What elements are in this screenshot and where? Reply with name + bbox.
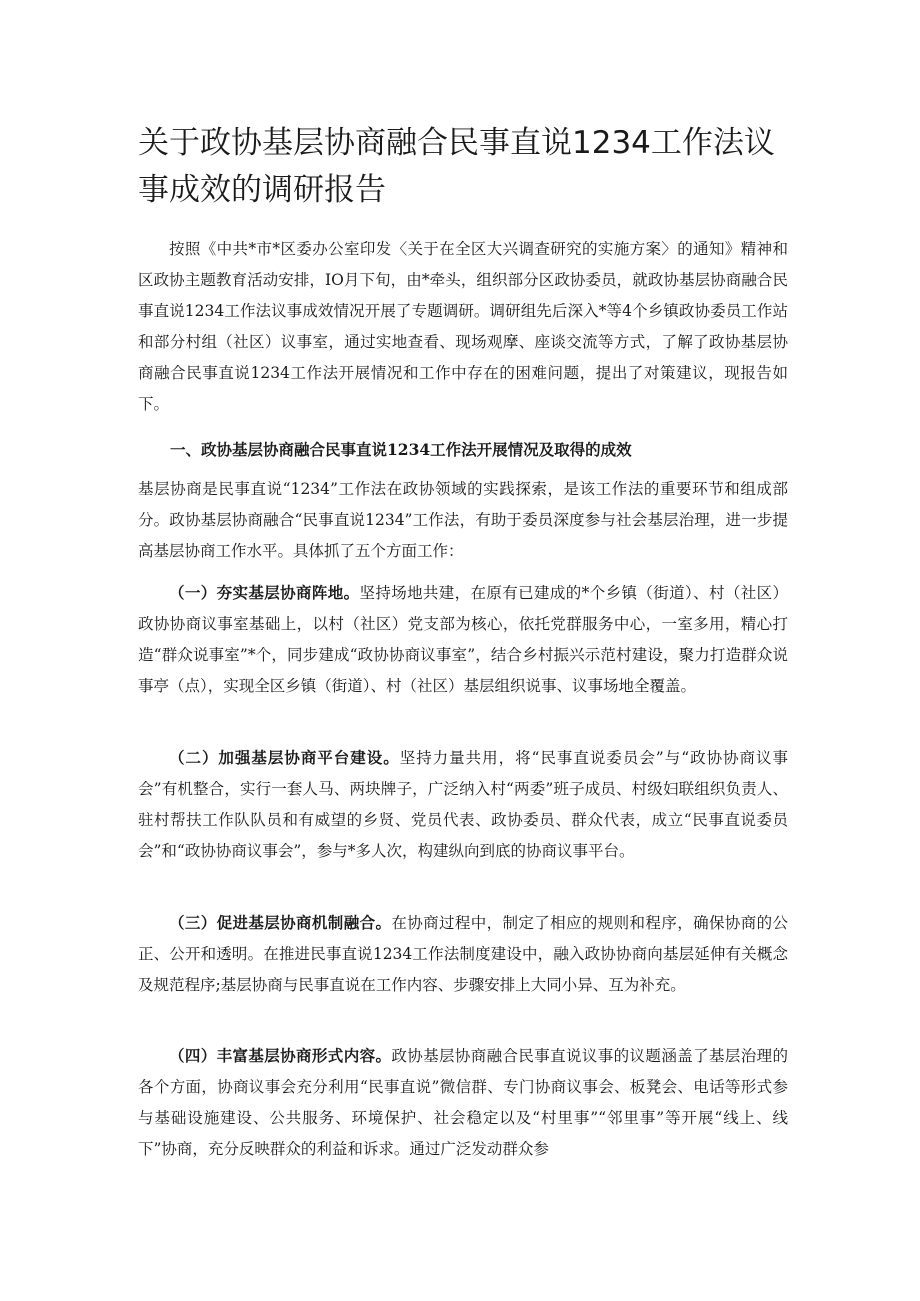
item-lead: （三）促进基层协商机制融合。 (169, 913, 392, 932)
item-lead: （四）丰富基层协商形式内容。 (169, 1046, 392, 1065)
item-body: 政协基层协商融合民事直说议事的议题涵盖了基层治理的各个方面，协商议事会充分利用“民事直说”微信群、专门协商议事会、板凳会、电话等形式参与基础设施建设、公共服务、环境保护、社会稳定以及“村里事”“邻里事”等开展“线上、线下”协商，充分反映群众的利益和诉求。通过广泛发动群众参 (138, 1047, 788, 1158)
intro-paragraph: 按照《中共*市*区委办公室印发〈关于在全区大兴调查研究的实施方案〉的通知》精神和区政协主题教育活动安排，IO月下旬，由*牵头，组织部分区政协委员，就政协基层协商融合民事直说1234工作法议事成效情况开展了专题调研。调研组先后深入*等4个乡镇政协委员工作站和部分村组（社区）议事室，通过实地查看、现场观摩、座谈交流等方式，了解了政协基层协商融合民事直说1234工作法开展情况和工作中存在的困难问题，提出了对策建议，现报告如下。 (138, 240, 788, 413)
item-body: 坚持力量共用，将“民事直说委员会”与“政协协商议事会”有机整合，实行一套人马、两块牌子，广泛纳入村“两委”班子成员、村级妇联组织负责人、驻村帮扶工作队队员和有威望的乡贤、党员代表、政协委员、群众代表，成立“民事直说委员会”和“政协协商议事会”，参与*多人次，构建纵向到底的协商议事平台。 (138, 749, 788, 860)
item-lead: （二）加强基层协商平台建设。 (169, 748, 400, 767)
document-title: 关于政协基层协商融合民事直说1234工作法议事成效的调研报告 (138, 125, 775, 208)
item-paragraph (138, 907, 788, 1001)
item-body: 坚持场地共建，在原有已建成的*个乡镇（街道）、村（社区）政协协商议事室基础上，以村（社区）党支部为核心，依托党群服务中心，一室多用，精心打造“群众说事室”*个，同步建成“政协协商议事室”，结合乡村振兴示范村建设，聚力打造群众说事亭（点），实现全区乡镇（街道）、村（社区）基层组织说事、议事场地全覆盖。 (138, 584, 788, 695)
section-heading: 一、政协基层协商融合民事直说1234工作法开展情况及取得的成效 (170, 440, 632, 459)
item-paragraph (138, 577, 788, 702)
item-paragraph (138, 742, 788, 867)
item-paragraph (138, 1040, 788, 1165)
item-body: 在协商过程中，制定了相应的规则和程序，确保协商的公正、公开和透明。在推进民事直说1234工作法制度建设中，融入政协协商向基层延伸有关概念及规范程序;基层协商与民事直说在工作内容、步骤安排上大同小异、互为补充。 (138, 914, 788, 994)
item-lead: （一）夯实基层协商阵地。 (169, 583, 360, 602)
section-intro-paragraph: 基层协商是民事直说“1234”工作法在政协领域的实践探索，是该工作法的重要环节和组成部分。政协基层协商融合“民事直说1234”工作法，有助于委员深度参与社会基层治理，进一步提高基层协商工作水平。具体抓了五个方面工作： (138, 480, 788, 560)
